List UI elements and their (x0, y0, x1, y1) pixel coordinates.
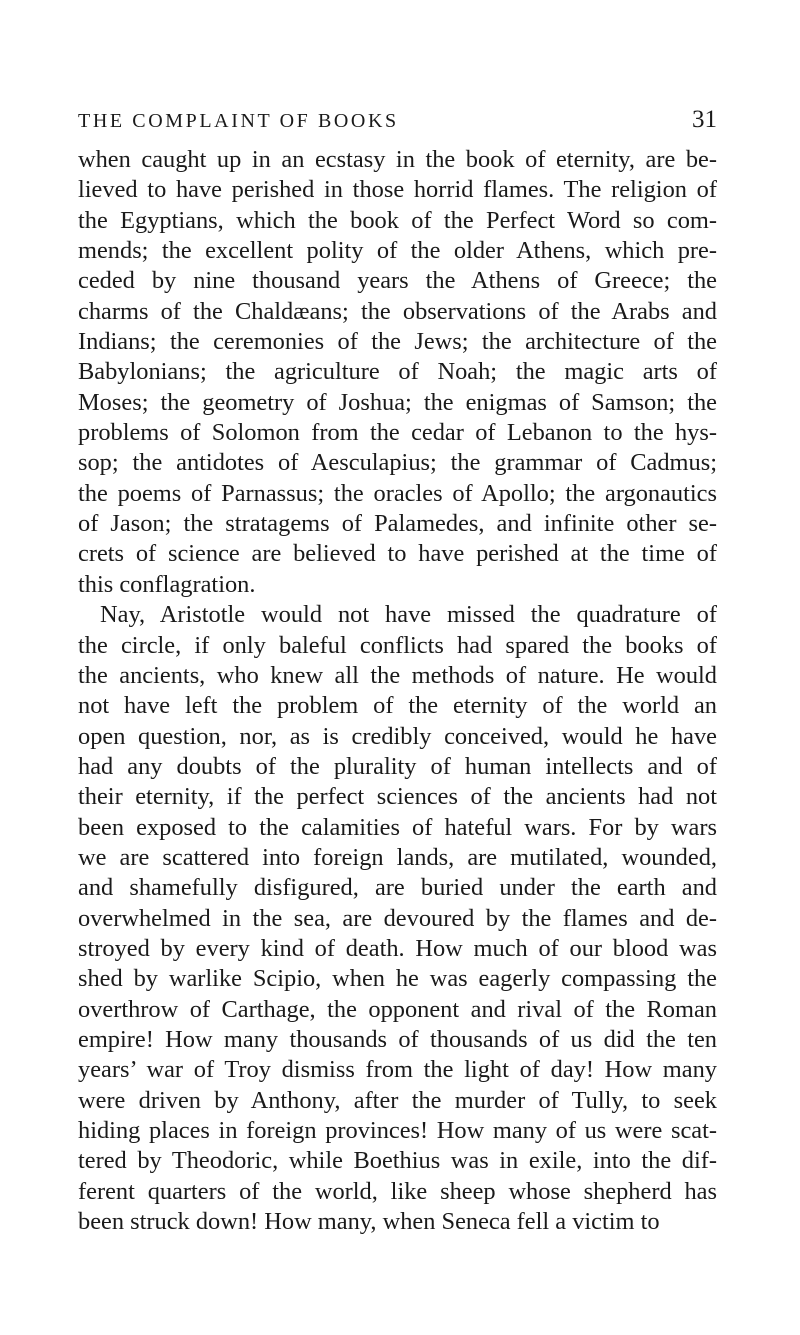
running-head (78, 107, 717, 137)
text-line: the circle, if only baleful conflicts had spared the books of (78, 631, 717, 659)
text-line: problems of Solomon from the cedar of Lebanon to the hys- (78, 419, 717, 447)
text-line: when caught up in an ecstasy in the book of eternity, are be- (78, 146, 717, 173)
text-line: been struck down! How many, when Seneca fell a victim to (78, 1208, 660, 1236)
text-line: stroyed by every kind of death. How much of our blood was (78, 934, 717, 962)
text-line: Babylonians; the agriculture of Noah; the magic arts of (78, 358, 717, 386)
text-line: ferent quarters of the world, like sheep whose shepherd has (78, 1177, 717, 1205)
text-line: the ancients, who knew all the methods of nature. He would (78, 661, 717, 689)
text-line: years’ war of Troy dismiss from the light of day! How many (78, 1056, 717, 1084)
text-line: the Egyptians, which the book of the Perfect Word so com- (78, 206, 717, 234)
text-line: overthrow of Carthage, the opponent and rival of the Roman (78, 995, 717, 1023)
text-line: empire! How many thousands of thousands of us did the ten (78, 1025, 717, 1053)
text-line: and shamefully disfigured, are buried under the earth and (78, 874, 717, 902)
text-line: crets of science are believed to have perished at the time of (78, 540, 717, 568)
text-line: this conflagration. (78, 570, 256, 598)
text-line: overwhelmed in the sea, are devoured by the flames and de- (78, 904, 717, 932)
text-line: lieved to have perished in those horrid flames. The religion of (78, 176, 717, 204)
text-line: not have left the problem of the eternity of the world an (78, 692, 717, 720)
text-line: sop; the antidotes of Aesculapius; the grammar of Cadmus; (78, 449, 717, 477)
text-line: ceded by nine thousand years the Athens of Greece; the (78, 267, 717, 295)
page-number: 31 (692, 106, 717, 133)
text-line: Indians; the ceremonies of the Jews; the architecture of the (78, 328, 717, 356)
text-line: had any doubts of the plurality of human intellects and of (78, 752, 717, 780)
text-line: mends; the excellent polity of the older Athens, which pre- (78, 237, 717, 265)
text-line: their eternity, if the perfect sciences of the ancients had not (78, 783, 717, 811)
text-line: we are scattered into foreign lands, are mutilated, wounded, (78, 843, 717, 871)
text-line: the poems of Parnassus; the oracles of Apollo; the argonautics (78, 479, 717, 507)
paragraph-2 (78, 600, 717, 1237)
body-text (78, 145, 717, 1237)
paragraph-1 (78, 145, 717, 600)
text-line: Nay, Aristotle would not have missed the quadrature of (100, 601, 717, 629)
text-line: been exposed to the calamities of hateful wars. For by wars (78, 813, 717, 841)
text-line: Moses; the geometry of Joshua; the enigmas of Samson; the (78, 388, 717, 416)
running-title: THE COMPLAINT OF BOOKS (78, 110, 399, 132)
text-line: shed by warlike Scipio, when he was eagerly compassing the (78, 965, 717, 993)
text-line: were driven by Anthony, after the murder of Tully, to seek (78, 1086, 717, 1114)
text-line: tered by Theodoric, while Boethius was in exile, into the dif- (78, 1147, 717, 1175)
text-line: of Jason; the stratagems of Palamedes, and infinite other se- (78, 510, 717, 538)
text-line: open question, nor, as is credibly conceived, would he have (78, 722, 717, 750)
text-line: hiding places in foreign provinces! How many of us were scat- (78, 1117, 717, 1144)
text-line: charms of the Chaldæans; the observations of the Arabs and (78, 297, 717, 325)
